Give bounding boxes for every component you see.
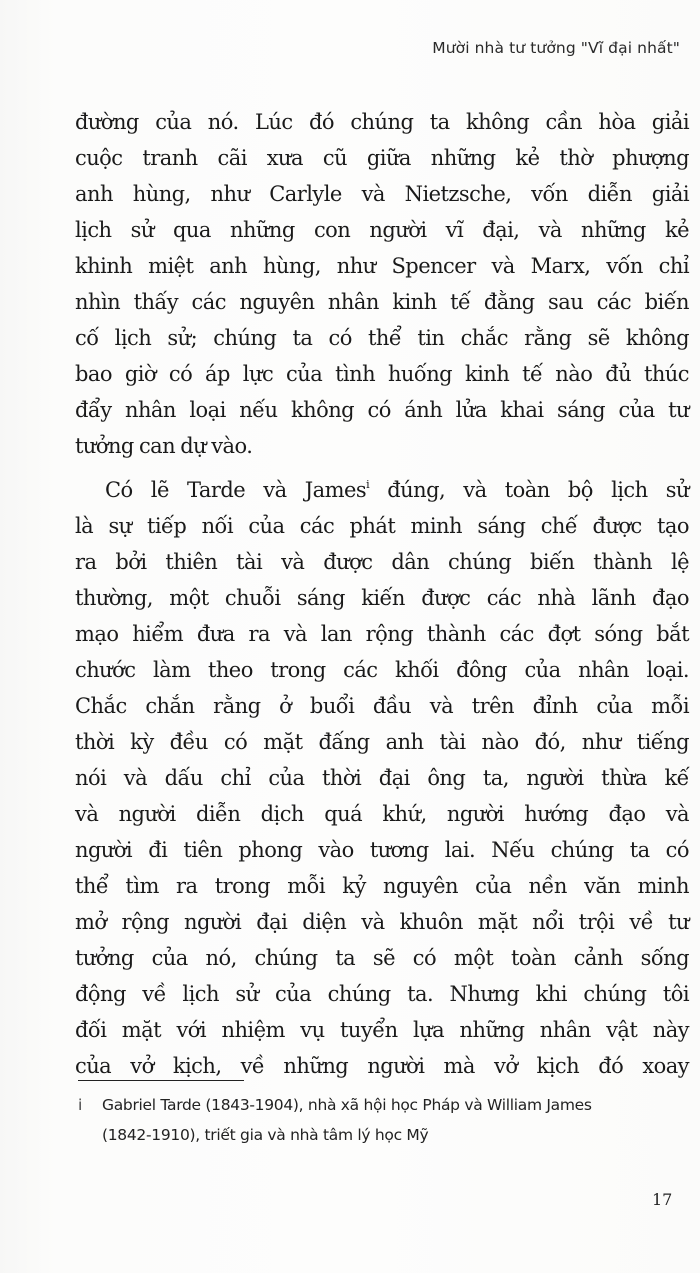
text-line: nói và dấu chỉ của thời đại ông ta, người thừa kế (75, 766, 689, 790)
text-before-ref: Có lẽ Tarde và James (105, 478, 367, 502)
text-line: người đi tiên phong vào tương lai. Nếu chúng ta có (75, 838, 689, 862)
paragraph-1 (75, 104, 689, 464)
text-line: thể tìm ra trong mỗi kỷ nguyên của nền văn minh (75, 874, 689, 898)
text-line: Chắc chắn rằng ở buổi đầu và trên đỉnh của mỗi (75, 694, 689, 718)
page-number: 17 (652, 1190, 673, 1209)
text-line: tưởng của nó, chúng ta sẽ có một toàn cảnh sống (75, 946, 689, 970)
text-line: thời kỳ đều có mặt đấng anh tài nào đó, như tiếng (75, 730, 689, 754)
text-line: mở rộng người đại diện và khuôn mặt nổi trội về tư (75, 910, 689, 934)
text-line: khinh miệt anh hùng, như Spencer và Marx, vốn chỉ (75, 254, 689, 278)
text-line: cố lịch sử; chúng ta có thể tin chắc rằng sẽ không (75, 326, 689, 350)
footnote-text-line-1: Gabriel Tarde (1843-1904), nhà xã hội học Pháp và William James (102, 1096, 592, 1114)
text-line: đối mặt với nhiệm vụ tuyển lựa những nhân vật này (75, 1018, 689, 1042)
text-line: chước làm theo trong các khối đông của nhân loại. (75, 658, 689, 682)
text-line: đẩy nhân loại nếu không có ánh lửa khai sáng của tư (75, 398, 689, 422)
footnote-marker: i (78, 1096, 83, 1114)
text-line: đường của nó. Lúc đó chúng ta không cần hòa giải (75, 110, 689, 134)
text-line: anh hùng, như Carlyle và Nietzsche, vốn diễn giải (75, 182, 689, 206)
footnote-divider (78, 1080, 244, 1081)
body-text (75, 104, 689, 1084)
text-line: ra bởi thiên tài và được dân chúng biến thành lệ (75, 550, 689, 574)
footnotes (78, 1090, 693, 1150)
text-line: tưởng can dự vào. (75, 434, 253, 458)
text-line: động về lịch sử của chúng ta. Nhưng khi chúng tôi (75, 982, 689, 1006)
footnote-reference[interactable]: i (366, 478, 370, 491)
text-line: và người diễn dịch quá khứ, người hướng đạo và (75, 802, 689, 826)
running-header: Mười nhà tư tưởng "Vĩ đại nhất" (432, 39, 680, 57)
text-line-first (75, 472, 689, 508)
paragraph-2 (75, 472, 689, 1084)
text-line: của vở kịch, về những người mà vở kịch đó xoay (75, 1054, 689, 1078)
text-line: thường, một chuỗi sáng kiến được các nhà lãnh đạo (75, 586, 689, 610)
text-line: lịch sử qua những con người vĩ đại, và những kẻ (75, 218, 689, 242)
footnote-item (78, 1090, 693, 1150)
text-line: mạo hiểm đưa ra và lan rộng thành các đợt sóng bắt (75, 622, 689, 646)
text-line: bao giờ có áp lực của tình huống kinh tế nào đủ thúc (75, 362, 689, 386)
footnote-text-line-2: (1842-1910), triết gia và nhà tâm lý học Mỹ (102, 1126, 429, 1144)
text-after-ref: đúng, và toàn bộ lịch sử (369, 478, 689, 502)
text-line: cuộc tranh cãi xưa cũ giữa những kẻ thờ phượng (75, 146, 689, 170)
text-line: là sự tiếp nối của các phát minh sáng chế được tạo (75, 514, 689, 538)
text-line: nhìn thấy các nguyên nhân kinh tế đằng sau các biến (75, 290, 689, 314)
